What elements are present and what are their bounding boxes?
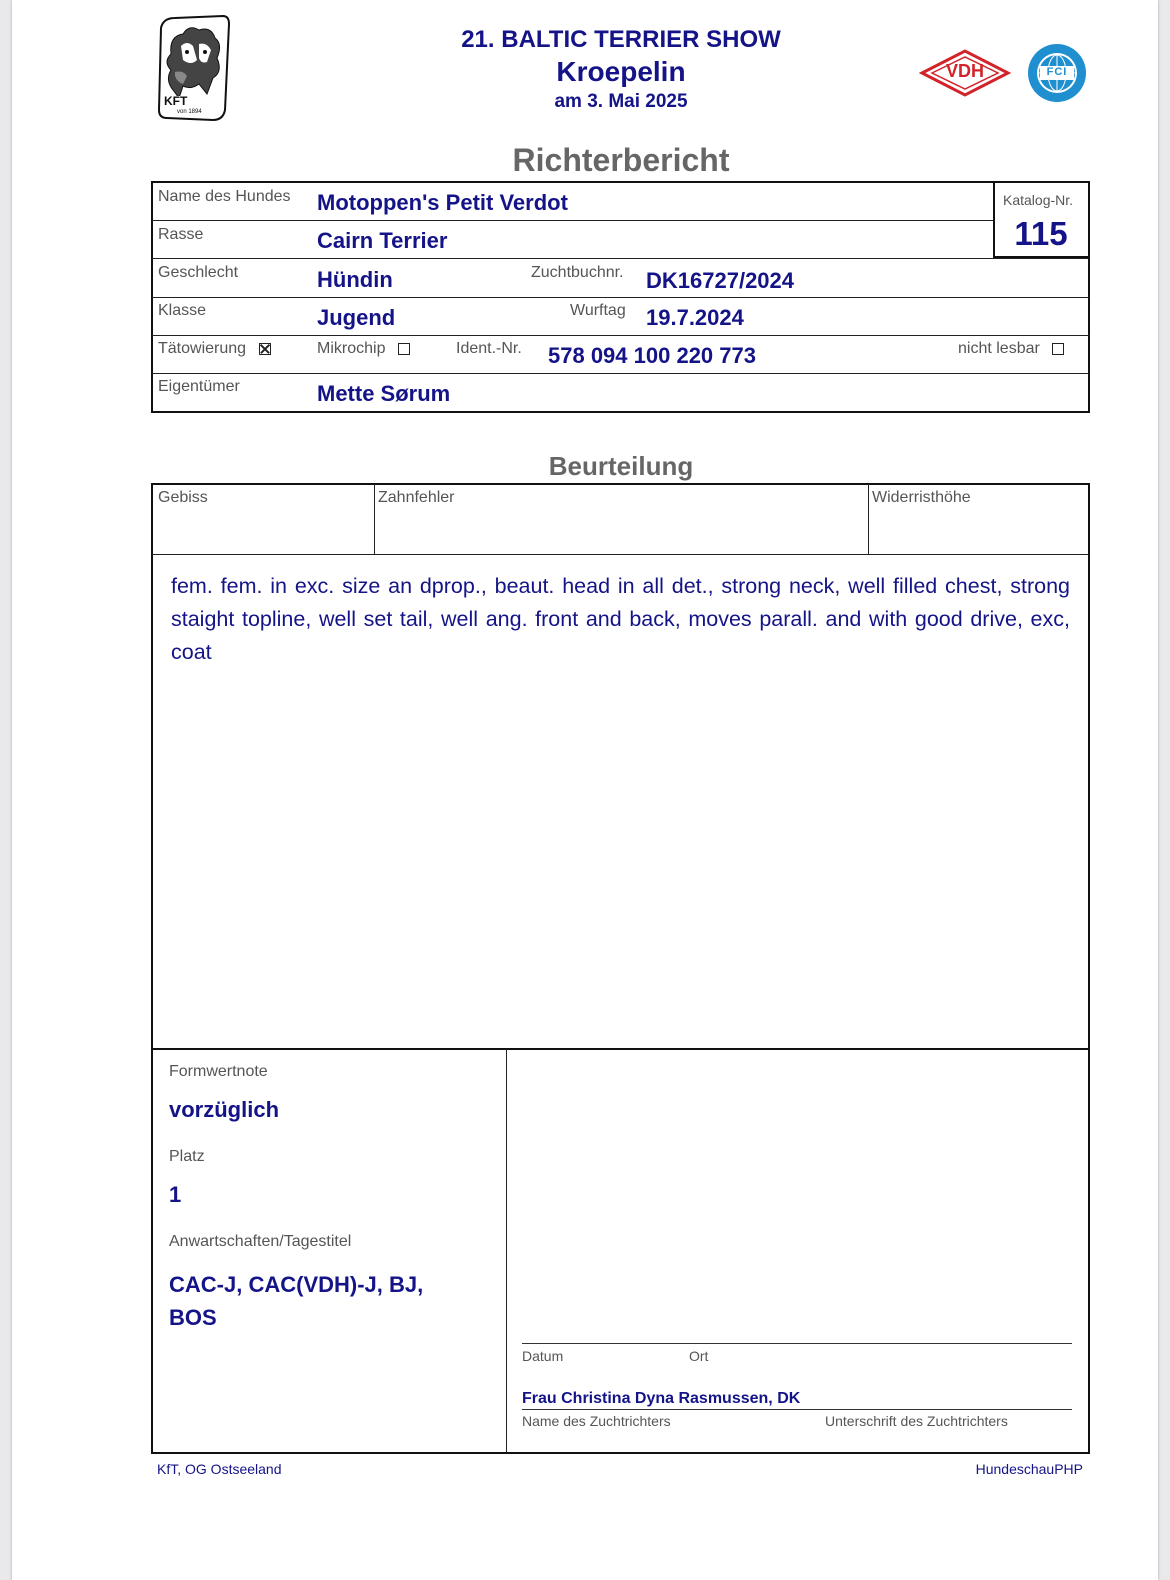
breed-label: Rasse bbox=[158, 226, 204, 243]
show-location: Kroepelin bbox=[556, 56, 686, 87]
report-title: Richterbericht bbox=[512, 142, 730, 178]
class-value: Jugend bbox=[317, 305, 396, 330]
footer-left: KfT, OG Ostseeland bbox=[157, 1461, 282, 1477]
row-divider bbox=[152, 335, 1089, 336]
owner-value: Mette Sørum bbox=[317, 381, 451, 406]
judge-line bbox=[522, 1409, 1072, 1410]
assessment-title: Beurteilung bbox=[548, 451, 694, 481]
sex-value: Hündin bbox=[317, 267, 393, 292]
fci-logo-text: FCI bbox=[1046, 66, 1068, 78]
kft-logo bbox=[153, 14, 231, 122]
microchip-label bbox=[317, 340, 410, 358]
column-divider bbox=[374, 484, 375, 554]
show-date: am 3. Mai 2025 bbox=[554, 91, 688, 112]
sig-place-label: Ort bbox=[689, 1348, 709, 1364]
column-divider bbox=[868, 484, 869, 554]
dog-name-label: Name des Hundes bbox=[158, 188, 291, 205]
catalog-label: Katalog-Nr. bbox=[1003, 192, 1074, 208]
result-column-divider bbox=[506, 1049, 507, 1453]
class-label: Klasse bbox=[158, 302, 207, 319]
document-page bbox=[12, 0, 1158, 1580]
row-divider bbox=[152, 220, 993, 221]
grade-label: Formwertnote bbox=[169, 1063, 268, 1080]
studbook-value: DK16727/2024 bbox=[646, 268, 795, 293]
row-divider bbox=[152, 373, 1089, 374]
unreadable-checkbox[interactable] bbox=[1052, 343, 1064, 355]
bite-label: Gebiss bbox=[158, 489, 208, 506]
grade-value: vorzüglich bbox=[169, 1097, 280, 1122]
fci-logo bbox=[1026, 42, 1088, 104]
dog-name-value: Motoppen's Petit Verdot bbox=[317, 190, 568, 215]
studbook-label: Zuchtbuchnr. bbox=[531, 264, 624, 281]
judge-name-value: Frau Christina Dyna Rasmussen, DK bbox=[522, 1390, 801, 1407]
result-divider bbox=[152, 1048, 1089, 1050]
tattoo-checkbox[interactable] bbox=[259, 343, 271, 355]
show-title: 21. BALTIC TERRIER SHOW bbox=[461, 26, 781, 53]
judge-signature-label: Unterschrift des Zuchtrichters bbox=[825, 1413, 1008, 1429]
place-value: 1 bbox=[169, 1182, 182, 1207]
vdh-logo-text: VDH bbox=[945, 61, 984, 81]
birthdate-value: 19.7.2024 bbox=[646, 305, 744, 330]
date-place-line bbox=[522, 1343, 1072, 1344]
sex-label: Geschlecht bbox=[158, 264, 239, 281]
titles-value-line1: CAC-J, CAC(VDH)-J, BJ, bbox=[169, 1272, 424, 1297]
kft-logo-text: KFT bbox=[164, 94, 188, 108]
critique-text: fem. fem. in exc. size an dprop., beaut. head in all det., strong neck, well filled chest, strong staight topline, well set tail, well ang. front and back, moves parall. and with good drive, exc, coat bbox=[171, 574, 1070, 664]
date-label: Datum bbox=[522, 1348, 564, 1364]
ident-label: Ident.-Nr. bbox=[456, 340, 522, 357]
titles-value-line2: BOS bbox=[169, 1305, 217, 1330]
tattoo-label bbox=[158, 340, 271, 358]
ident-value: 578 094 100 220 773 bbox=[548, 343, 756, 368]
height-label: Widerristhöhe bbox=[872, 489, 971, 506]
assessment-header-divider bbox=[152, 554, 1089, 555]
judge-name-label: Name des Zuchtrichters bbox=[522, 1413, 671, 1429]
unreadable-label bbox=[958, 340, 1064, 358]
owner-label: Eigentümer bbox=[158, 378, 240, 395]
teeth-faults-label: Zahnfehler bbox=[378, 489, 455, 506]
vdh-logo bbox=[918, 48, 1012, 98]
place-label: Platz bbox=[169, 1148, 205, 1165]
microchip-label-text: Mikrochip bbox=[317, 340, 386, 357]
row-divider bbox=[152, 258, 1089, 259]
footer-right: HundeschauPHP bbox=[975, 1461, 1083, 1477]
unreadable-label-text: nicht lesbar bbox=[958, 340, 1040, 357]
microchip-checkbox[interactable] bbox=[398, 343, 410, 355]
row-divider bbox=[152, 297, 1089, 298]
tattoo-label-text: Tätowierung bbox=[158, 340, 247, 357]
birthdate-label: Wurftag bbox=[570, 302, 626, 319]
breed-value: Cairn Terrier bbox=[317, 228, 448, 253]
kft-logo-subtext: von 1894 bbox=[177, 109, 202, 115]
catalog-value: 115 bbox=[1014, 215, 1068, 252]
titles-label: Anwartschaften/Tagestitel bbox=[169, 1233, 352, 1250]
